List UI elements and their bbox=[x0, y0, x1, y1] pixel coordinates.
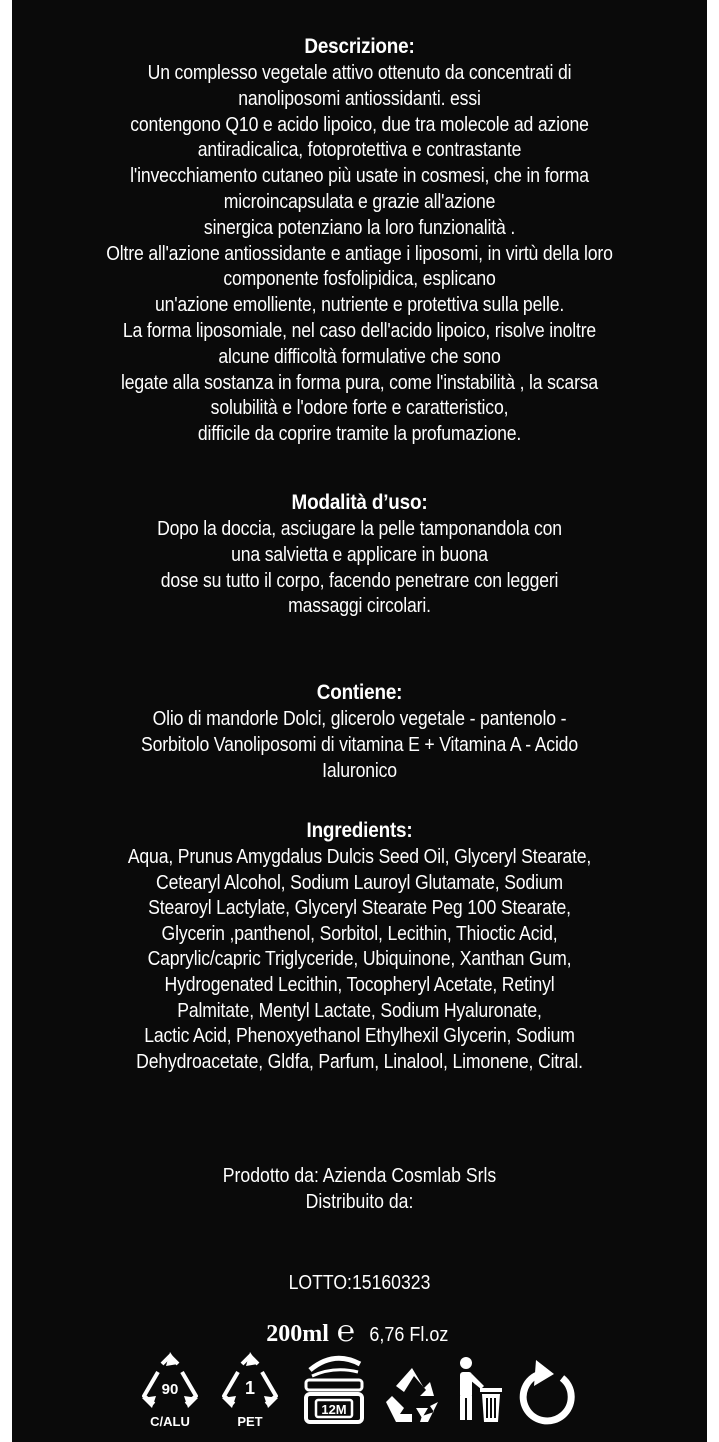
lotto bbox=[12, 1270, 707, 1296]
text-line: Cetearyl Alcohol, Sodium Lauroyl Glutamate, Sodium bbox=[156, 870, 563, 894]
text-line: Aqua, Prunus Amygdalus Dulcis Seed Oil, Glyceryl Stearate, bbox=[127, 845, 592, 868]
text-line: l'invecchiamento cutaneo più usate in cosmesi, che in forma bbox=[130, 164, 589, 188]
recycle-triangle-calu-icon bbox=[138, 1352, 202, 1429]
text-line: una salvietta e applicare in buona bbox=[231, 542, 488, 566]
modalita-heading: Modalità d’uso: bbox=[291, 491, 428, 514]
open-jar-pao-icon bbox=[302, 1352, 366, 1430]
text-line: alcune difficoltà formulative che sono bbox=[218, 344, 501, 368]
text-line: Oltre all'azione antiossidante e antiage i liposomi, in virtù della loro bbox=[106, 241, 613, 265]
text-line: Stearoyl Lactylate, Glyceryl Stearate Peg 100 Stearate, bbox=[148, 896, 571, 920]
calu-label: C/ALU bbox=[150, 1414, 190, 1429]
text-line: Ialuronico bbox=[322, 758, 397, 782]
text-line: difficile da coprire tramite la profumazione. bbox=[197, 422, 522, 446]
text-line: massaggi circolari. bbox=[288, 594, 431, 618]
contiene-section bbox=[12, 680, 707, 783]
text-line: solubilità e l'odore forte e caratteristico, bbox=[210, 396, 509, 420]
producer-info bbox=[12, 1163, 707, 1215]
distribuito-da: Distribuito da: bbox=[305, 1190, 414, 1213]
text-line: componente fosfolipidica, esplicano bbox=[223, 267, 496, 291]
text-line: Glycerin ,panthenol, Sorbitol, Lecithin, Thioctic Acid, bbox=[161, 921, 558, 945]
calu-code: 90 bbox=[161, 1381, 179, 1398]
tidyman-bin-icon bbox=[454, 1356, 504, 1424]
ingredients-heading: Ingredients: bbox=[306, 819, 413, 842]
text-line: Hydrogenated Lecithin, Tocopheryl Acetate, Retinyl bbox=[164, 972, 555, 996]
circular-arrow-icon bbox=[518, 1356, 578, 1428]
text-line: Sorbitolo Vanoliposomi di vitamina E + Vitamina A - Acido bbox=[141, 732, 578, 756]
text-line: microincapsulata e grazie all'azione bbox=[223, 189, 496, 213]
text-line: nanoliposomi antiossidanti. essi bbox=[238, 86, 481, 110]
descrizione-text bbox=[12, 60, 707, 447]
prodotto-da: Prodotto da: Azienda Cosmlab Srls bbox=[222, 1164, 497, 1187]
estimated-sign-icon: ℮ bbox=[336, 1315, 355, 1348]
text-line: Dehydroacetate, Gldfa, Parfum, Linalool, Limonene, Citral. bbox=[136, 1049, 583, 1073]
contiene-heading: Contiene: bbox=[316, 681, 403, 704]
text-line: Lactic Acid, Phenoxyethanol Ethylhexil Glycerin, Sodium bbox=[144, 1024, 575, 1048]
recycling-arrows-icon bbox=[382, 1366, 442, 1424]
volume-ml: 200ml bbox=[266, 1321, 329, 1347]
text-line: Un complesso vegetale attivo ottenuto da concentrati di bbox=[147, 61, 572, 84]
volume-floz: 6,76 Fl.oz bbox=[369, 1324, 449, 1346]
text-line: La forma liposomiale, nel caso dell'acido lipoico, risolve inoltre bbox=[122, 318, 597, 342]
contiene-text bbox=[12, 706, 707, 783]
pet-code: 1 bbox=[244, 1378, 256, 1398]
pet-label: PET bbox=[237, 1414, 263, 1429]
lotto-text: LOTTO:15160323 bbox=[288, 1271, 431, 1294]
modalita-section bbox=[12, 490, 707, 619]
ingredients-section bbox=[12, 818, 707, 1074]
descrizione-section bbox=[12, 34, 707, 447]
text-line: sinergica potenziano la loro funzionalità . bbox=[203, 215, 516, 239]
ingredients-text bbox=[12, 844, 707, 1074]
text-line: un'azione emolliente, nutriente e protettiva sulla pelle. bbox=[154, 293, 565, 317]
text-line: legate alla sostanza in forma pura, come l'instabilità , la scarsa bbox=[120, 370, 599, 394]
text-line: Palmitate, Mentyl Lactate, Sodium Hyaluronate, bbox=[177, 998, 542, 1022]
text-line: Caprylic/capric Triglyceride, Ubiquinone, Xanthan Gum, bbox=[147, 947, 572, 971]
text-line: antiradicalica, fotoprotettiva e contrastante bbox=[197, 138, 522, 162]
descrizione-heading: Descrizione: bbox=[304, 35, 415, 58]
text-line: Dopo la doccia, asciugare la pelle tamponandola con bbox=[157, 517, 562, 540]
text-line: contengono Q10 e acido lipoico, due tra molecole ad azione bbox=[130, 112, 589, 136]
text-line: dose su tutto il corpo, facendo penetrare con leggeri bbox=[160, 568, 559, 592]
modalita-text bbox=[12, 516, 707, 619]
volume-line bbox=[12, 1315, 707, 1349]
text-line: Olio di mandorle Dolci, glicerolo vegetale - pantenolo - bbox=[152, 707, 567, 730]
pao-value: 12M bbox=[321, 1402, 347, 1417]
recycling-icons bbox=[138, 1352, 578, 1432]
product-label bbox=[12, 0, 707, 1442]
recycle-triangle-pet-icon bbox=[218, 1352, 282, 1429]
